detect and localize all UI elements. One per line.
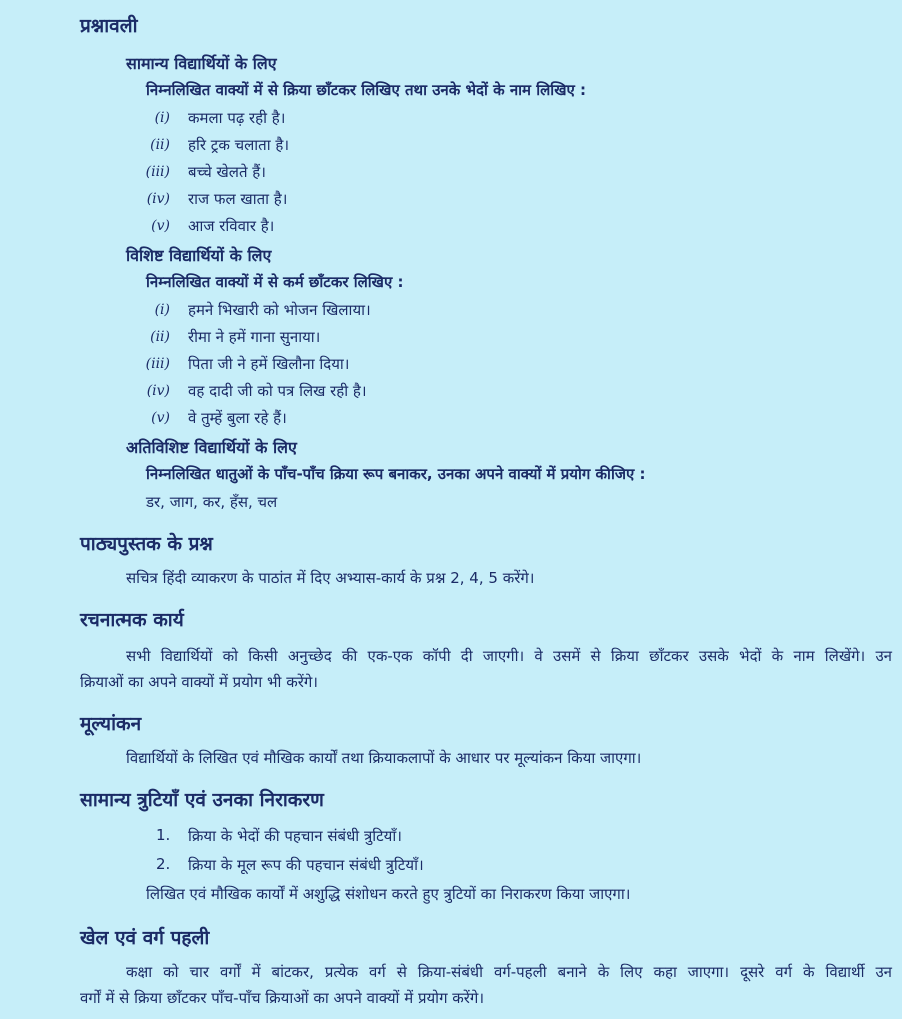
special-students-heading: विशिष्ट विद्यार्थियों के लिए xyxy=(126,246,272,265)
game-text-line2: वर्गों में से क्रिया छाँटकर पाँच-पाँच क्रियाओं का अपने वाक्यों में प्रयोग करेंगे। xyxy=(80,989,485,1007)
special-instruction: निम्नलिखित वाक्यों में से कर्म छाँटकर लिखिए : xyxy=(146,273,404,291)
list-item-number: (iii) xyxy=(145,164,170,180)
list-item: वह दादी जी को पत्र लिख रही है। xyxy=(188,382,367,400)
list-item-number: (ii) xyxy=(150,137,170,153)
list-item-number: (iv) xyxy=(146,383,170,399)
textbook-text: सचित्र हिंदी व्याकरण के पाठांत में दिए अभ्यास-कार्य के प्रश्न 2, 4, 5 करेंगे। xyxy=(126,569,535,587)
game-text-line1: कक्षा को चार वर्गों में बांटकर, प्रत्येक वर्ग से क्रिया-संबंधी वर्ग-पहली बनाने के लिए कहा जाएगा। दूसरे वर्ग के विद्यार्थी उन xyxy=(126,963,892,981)
list-item: क्रिया के मूल रूप की पहचान संबंधी त्रुटियाँ। xyxy=(188,856,424,874)
list-item-number: (iv) xyxy=(146,191,170,207)
evaluation-text: विद्यार्थियों के लिखित एवं मौखिक कार्यों तथा क्रियाकलापों के आधार पर मूल्यांकन किया जाएगा। xyxy=(126,749,642,767)
section-title-game: खेल एवं वर्ग पहली xyxy=(80,927,210,949)
section-title-prashnavali: प्रश्नावली xyxy=(80,15,138,37)
list-item-number: (v) xyxy=(151,410,170,426)
section-title-errors: सामान्य त्रुटियाँ एवं उनका निराकरण xyxy=(80,789,324,811)
list-item: आज रविवार है। xyxy=(188,217,275,235)
list-item-number: (i) xyxy=(154,110,170,126)
general-students-heading: सामान्य विद्यार्थियों के लिए xyxy=(126,54,277,73)
list-item: कमला पढ़ रही है। xyxy=(188,109,286,127)
list-item: हरि ट्रक चलाता है। xyxy=(188,136,290,154)
list-item: पिता जी ने हमें खिलौना दिया। xyxy=(188,355,350,373)
list-item-number: (i) xyxy=(154,302,170,318)
list-item-number: 1. xyxy=(156,826,171,844)
creative-text-line1: सभी विद्यार्थियों को किसी अनुच्छेद की एक-एक कॉपी दी जाएगी। वे उसमें से क्रिया छाँटकर उसके भेदों के नाम लिखेंगे। उन xyxy=(126,647,892,665)
list-item-number: (v) xyxy=(151,218,170,234)
very-special-instruction: निम्नलिखित धातुओं के पाँच-पाँच क्रिया रूप बनाकर, उनका अपने वाक्यों में प्रयोग कीजिए : xyxy=(146,465,646,483)
creative-text-line2: क्रियाओं का अपने वाक्यों में प्रयोग भी करेंगे। xyxy=(80,673,318,691)
list-item-number: (iii) xyxy=(145,356,170,372)
list-item: वे तुम्हें बुला रहे हैं। xyxy=(188,409,287,427)
list-item: हमने भिखारी को भोजन खिलाया। xyxy=(188,301,371,319)
list-item: बच्चे खेलते हैं। xyxy=(188,163,266,181)
errors-note: लिखित एवं मौखिक कार्यों में अशुद्धि संशोधन करते हुए त्रुटियों का निराकरण किया जाएगा। xyxy=(146,885,631,903)
general-instruction: निम्नलिखित वाक्यों में से क्रिया छाँटकर लिखिए तथा उनके भेदों के नाम लिखिए : xyxy=(146,81,586,99)
very-special-students-heading: अतिविशिष्ट विद्यार्थियों के लिए xyxy=(126,438,297,457)
list-item: राज फल खाता है। xyxy=(188,190,288,208)
list-item: क्रिया के भेदों की पहचान संबंधी त्रुटियाँ। xyxy=(188,827,402,845)
list-item-number: (ii) xyxy=(150,329,170,345)
section-title-evaluation: मूल्यांकन xyxy=(80,713,142,735)
verb-roots-list: डर, जाग, कर, हँस, चल xyxy=(146,493,278,511)
list-item: रीमा ने हमें गाना सुनाया। xyxy=(188,328,321,346)
section-title-creative: रचनात्मक कार्य xyxy=(80,609,184,631)
list-item-number: 2. xyxy=(156,855,171,873)
section-title-textbook: पाठ्यपुस्तक के प्रश्न xyxy=(80,533,213,555)
